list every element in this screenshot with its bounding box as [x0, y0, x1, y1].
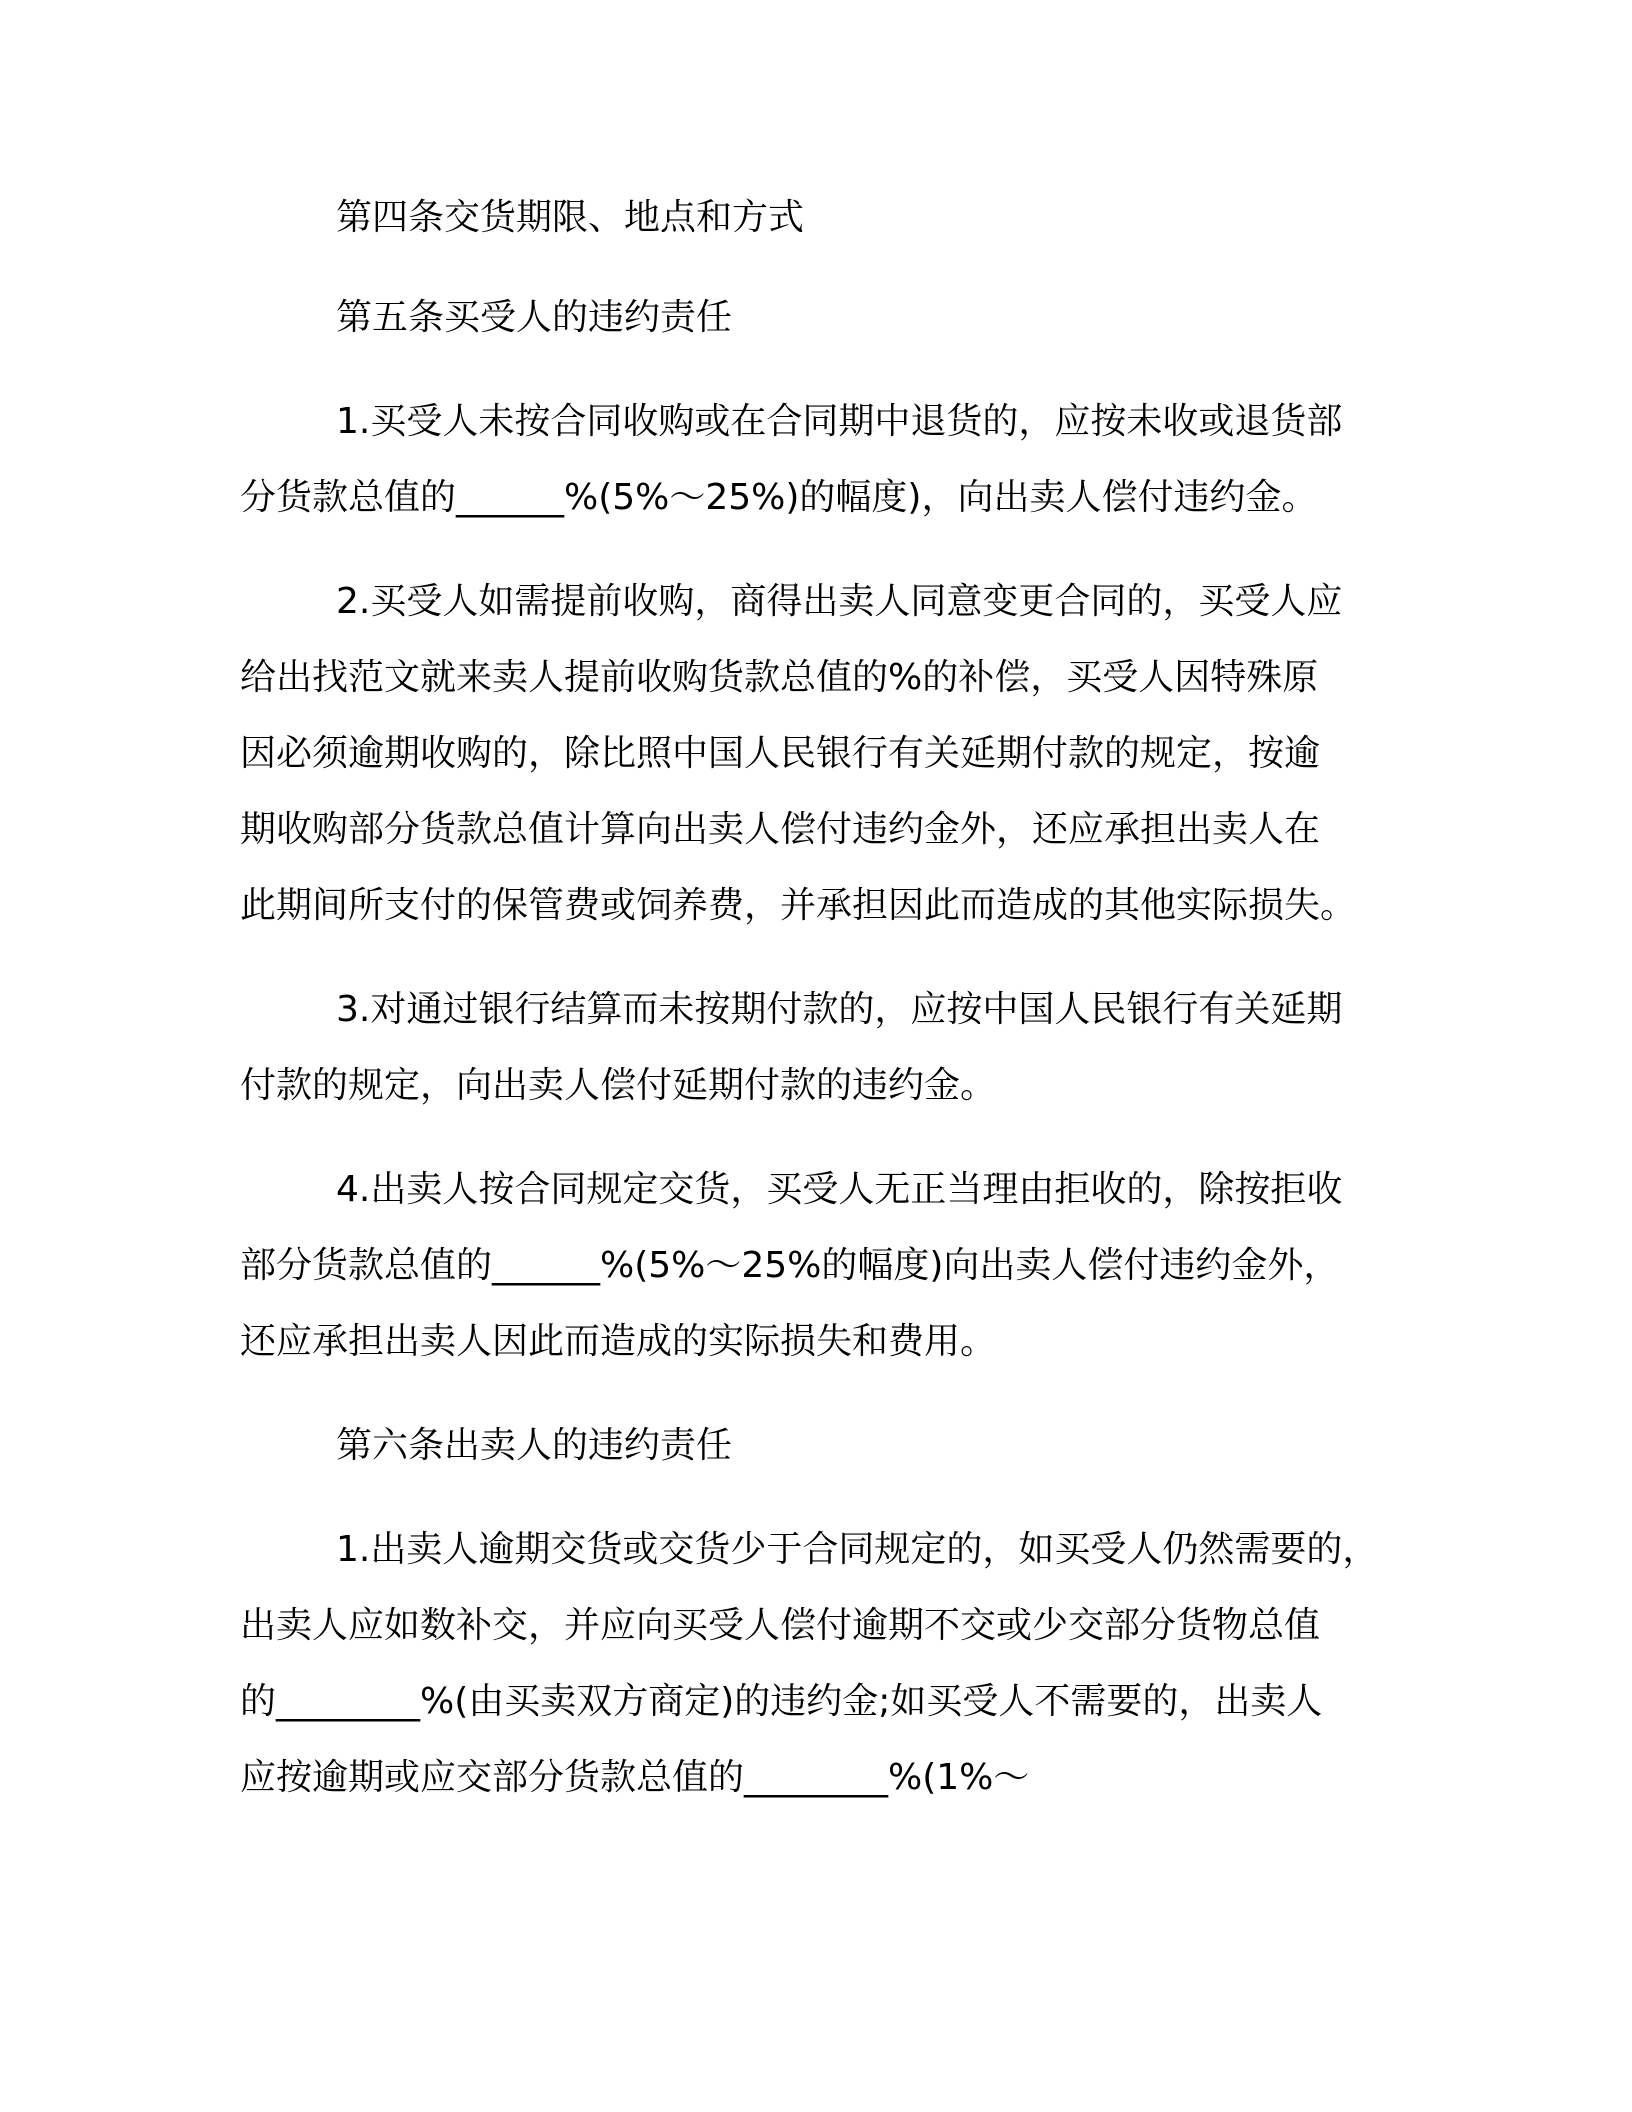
- heading-article-4: 第四条交货期限、地点和方式: [336, 197, 805, 238]
- paragraph-line: 付款的规定，向出卖人偿付延期付款的违约金。: [240, 1065, 997, 1106]
- paragraph-line: 还应承担出卖人因此而造成的实际损失和费用。: [240, 1321, 997, 1362]
- paragraph-line: 给出找范文就来卖人提前收购货款总值的%的补偿，买受人因特殊原: [240, 657, 1319, 698]
- heading-article-6: 第六条出卖人的违约责任: [336, 1425, 733, 1466]
- paragraph-line: 3.对通过银行结算而未按期付款的，应按中国人民银行有关延期: [336, 989, 1343, 1030]
- paragraph-line: 1.出卖人逾期交货或交货少于合同规定的，如买受人仍然需要的，: [336, 1529, 1379, 1570]
- paragraph-line: 因必须逾期收购的，除比照中国人民银行有关延期付款的规定，按逾: [240, 733, 1321, 774]
- paragraph-line: 出卖人应如数补交，并应向买受人偿付逾期不交或少交部分货物总值: [240, 1605, 1321, 1646]
- paragraph-line: 2.买受人如需提前收购，商得出卖人同意变更合同的，买受人应: [336, 581, 1343, 622]
- paragraph-line: 部分货款总值的______%(5%～25%的幅度)向出卖人偿付违约金外，: [240, 1245, 1340, 1286]
- paragraph-line: 分货款总值的______%(5%～25%)的幅度)，向出卖人偿付违约金。: [240, 477, 1318, 518]
- paragraph-line: 应按逾期或应交部分货款总值的________%(1%～: [240, 1757, 1030, 1798]
- paragraph-line: 期收购部分货款总值计算向出卖人偿付违约金外，还应承担出卖人在: [240, 809, 1321, 850]
- paragraph-line: 1.买受人未按合同收购或在合同期中退货的，应按未收或退货部: [336, 401, 1343, 442]
- paragraph-line: 此期间所支付的保管费或饲养费，并承担因此而造成的其他实际损失。: [240, 885, 1357, 926]
- paragraph-line: 的________%(由买卖双方商定)的违约金;如买受人不需要的，出卖人: [240, 1681, 1323, 1722]
- paragraph-line: 4.出卖人按合同规定交货，买受人无正当理由拒收的，除按拒收: [336, 1169, 1343, 1210]
- heading-article-5: 第五条买受人的违约责任: [336, 297, 733, 338]
